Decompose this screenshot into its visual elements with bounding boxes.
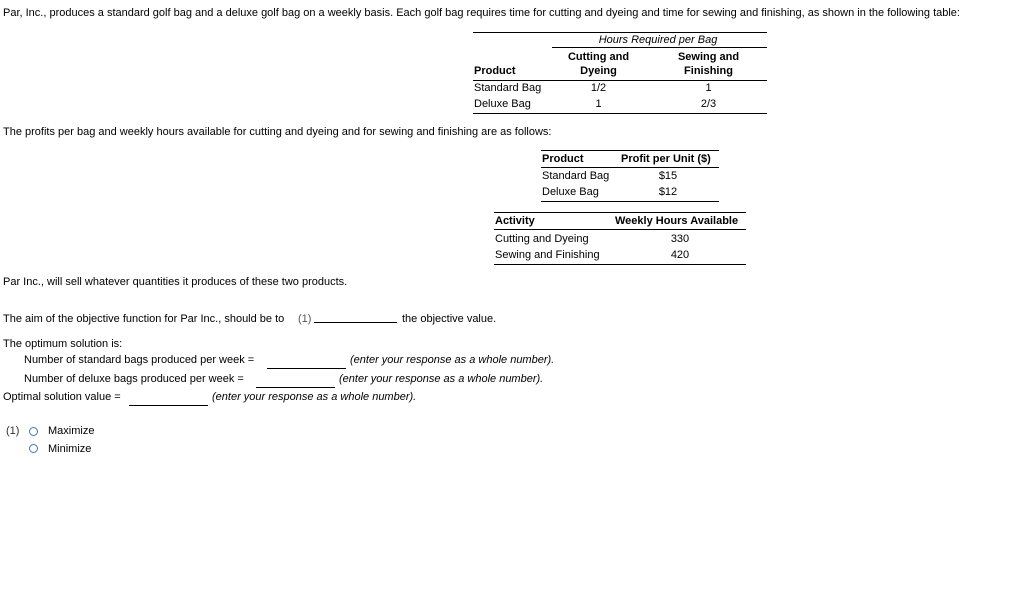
deluxe-bags-input[interactable]: [256, 387, 335, 388]
aim-dropdown-blank[interactable]: [314, 322, 397, 323]
aim-marker: (1): [298, 313, 312, 325]
activity-col-hours: Weekly Hours Available: [615, 215, 739, 227]
activity-table-top-rule: [494, 212, 746, 213]
hours-row-product: Standard Bag: [474, 82, 542, 94]
hours-header-rule: [473, 80, 767, 81]
activity-row-name: Sewing and Finishing: [495, 249, 600, 261]
profit-row-value: $15: [658, 170, 678, 182]
profit-col-product: Product: [542, 153, 584, 165]
hours-group-rule: [552, 47, 767, 48]
hours-row-cutting: 1/2: [590, 82, 607, 94]
activity-row-hours: 420: [670, 249, 690, 261]
profit-col-profit: Profit per Unit ($): [621, 153, 711, 165]
profit-intro-text: The profits per bag and weekly hours available for cutting and dyeing and for sewing and finishing are as follows:: [3, 126, 552, 138]
activity-table-bottom-rule: [494, 264, 746, 265]
profit-row-product: Standard Bag: [542, 170, 610, 182]
hours-col-sewing-2: Finishing: [684, 65, 733, 77]
activity-row-hours: 330: [670, 233, 690, 245]
solution-value-input[interactable]: [129, 405, 208, 406]
aim-suffix: the objective value.: [402, 313, 497, 325]
hours-table-top-rule: [473, 32, 767, 33]
hours-row-product: Deluxe Bag: [474, 98, 531, 110]
optimum-heading: The optimum solution is:: [3, 338, 123, 350]
profit-table-bottom-rule: [541, 201, 719, 202]
hours-row-sewing: 2/3: [700, 98, 717, 110]
maximize-radio[interactable]: [29, 427, 38, 436]
maximize-label[interactable]: Maximize: [48, 425, 95, 437]
profit-header-rule: [541, 167, 719, 168]
standard-bags-label: Number of standard bags produced per week =: [24, 354, 255, 366]
deluxe-bags-label: Number of deluxe bags produced per week =: [24, 373, 244, 385]
hours-row-sewing: 1: [705, 82, 712, 94]
solution-value-hint: (enter your response as a whole number).: [212, 391, 417, 403]
hours-col-product: Product: [474, 65, 516, 77]
minimize-label[interactable]: Minimize: [48, 443, 92, 455]
activity-row-name: Cutting and Dyeing: [495, 233, 589, 245]
profit-row-product: Deluxe Bag: [542, 186, 599, 198]
hours-table-bottom-rule: [473, 113, 767, 114]
hours-col-cutting-2: Dyeing: [580, 65, 617, 77]
standard-bags-hint: (enter your response as a whole number).: [350, 354, 555, 366]
hours-row-cutting: 1: [595, 98, 602, 110]
profit-table-top-rule: [541, 150, 719, 151]
aim-prefix: The aim of the objective function for Par Inc., should be to: [3, 313, 285, 325]
hours-group-header: Hours Required per Bag: [598, 34, 718, 46]
deluxe-bags-hint: (enter your response as a whole number).: [339, 373, 544, 385]
minimize-radio[interactable]: [29, 444, 38, 453]
solution-value-label: Optimal solution value =: [3, 391, 121, 403]
activity-col-activity: Activity: [495, 215, 535, 227]
intro-text: Par, Inc., produces a standard golf bag and a deluxe golf bag on a weekly basis. Each golf bag requires time for cutting and dyeing and time for sewing and finishing, as shown in the following table:: [3, 7, 960, 19]
hours-col-cutting-1: Cutting and: [567, 51, 630, 63]
choice-marker: (1): [6, 425, 20, 437]
profit-row-value: $12: [658, 186, 678, 198]
sell-text: Par Inc., will sell whatever quantities it produces of these two products.: [3, 276, 348, 288]
hours-col-sewing-1: Sewing and: [677, 51, 740, 63]
standard-bags-input[interactable]: [267, 368, 346, 369]
activity-header-rule: [494, 229, 746, 230]
